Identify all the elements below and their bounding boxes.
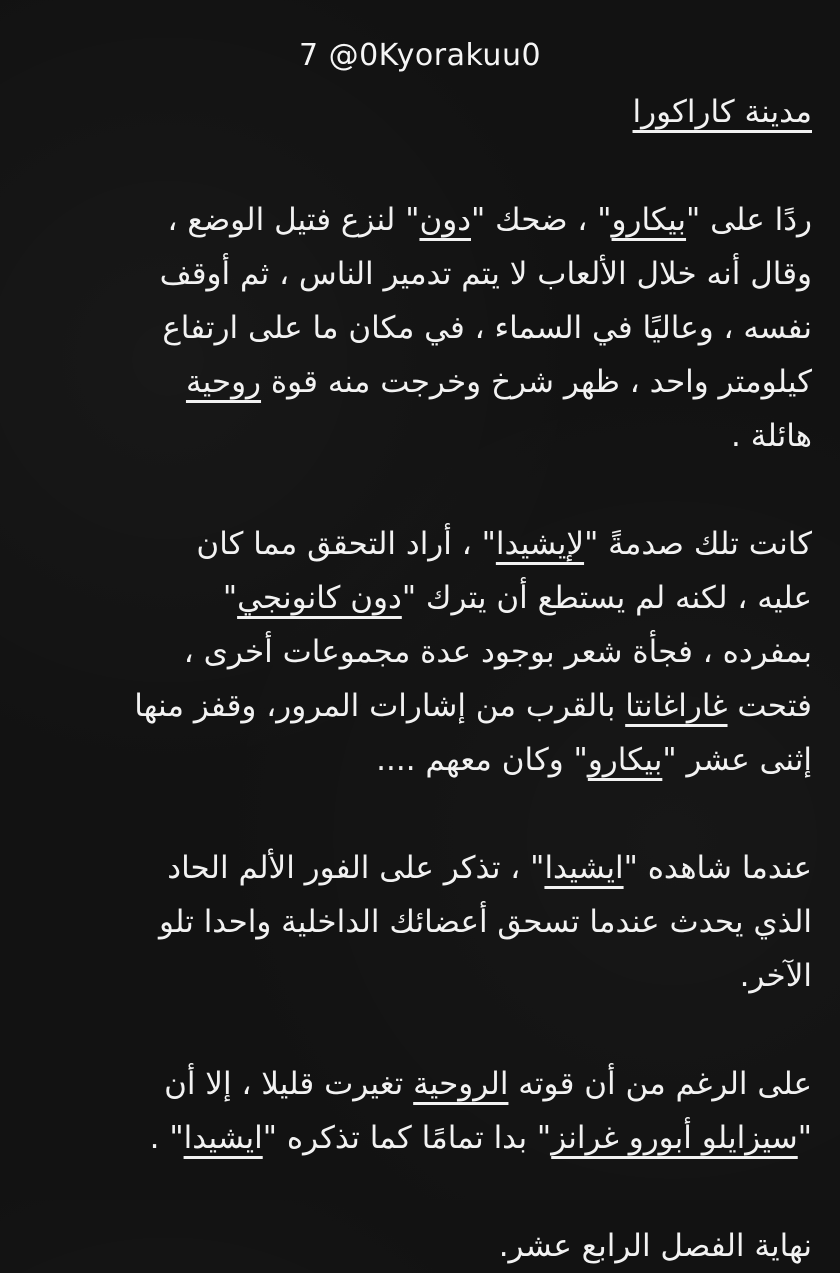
term-spiritual: روحية: [185, 364, 262, 400]
chapter-title-text: مدينة كاراكورا: [632, 94, 812, 130]
p1-line-1: [58, 193, 812, 247]
p1-line-1-text-a: ردًا على ": [686, 202, 812, 238]
name-bikaro: بيكارو: [587, 742, 663, 778]
p3-line-2: الذي يحدث عندما تسحق أعضائك الداخلية واحدا تلو: [158, 904, 812, 940]
paragraph-spacer: [58, 1165, 812, 1219]
paragraph-spacer: [58, 139, 812, 193]
p2-line-4-text-b: بالقرب من إشارات المرور، وقفز منها: [134, 688, 626, 724]
p1-line-2: وقال أنه خلال الألعاب لا يتم تدمير الناس ، ثم أوقف: [159, 256, 812, 292]
chapter-text: [58, 85, 812, 1273]
name-bikaro: بيكارو: [611, 202, 687, 238]
p4-line-1-text-a: على الرغم من أن قوته: [508, 1066, 812, 1102]
p2-line-2-text-b: ": [222, 580, 238, 616]
paragraph-spacer: [58, 1003, 812, 1057]
p2-line-1-text-a: كانت تلك صدمةً ": [584, 526, 812, 562]
p1-line-4-text: كيلومتر واحد ، ظهر شرخ وخرجت منه قوة: [261, 364, 812, 400]
paragraph-2: [58, 517, 812, 787]
p2-line-2-text-a: عليه ، لكنه لم يستطع أن يترك ": [401, 580, 812, 616]
name-ishida: لإيشيدا: [495, 526, 585, 562]
p3-line-1-text-b: " ، تذكر على الفور الألم الحاد: [167, 850, 545, 886]
p4-line-2-text-a: ": [797, 1120, 812, 1156]
p4-line-2-text-b: " بدا تمامًا كما تذكره ": [262, 1120, 552, 1156]
p4-line-2: [58, 1111, 812, 1165]
p2-line-3: بمفرده ، فجأة شعر بوجود عدة مجموعات أخرى ،: [183, 634, 812, 670]
p3-line-3: الآخر.: [739, 958, 812, 994]
paragraph-spacer: [58, 463, 812, 517]
p1-line-1-text-b: " ، ضحك ": [471, 202, 612, 238]
chapter-title: [58, 85, 812, 139]
paragraph-4: [58, 1057, 812, 1165]
p1-line-5: هائلة .: [730, 418, 812, 454]
paragraph-3: [58, 841, 812, 1003]
p2-line-1: [58, 517, 812, 571]
p2-line-5-text-b: " وكان معهم ....: [376, 742, 588, 778]
p2-line-5: [58, 733, 812, 787]
term-garganta: غاراغانتا: [625, 688, 728, 724]
p3-line-1: [58, 841, 812, 895]
paragraph-spacer: [58, 787, 812, 841]
p4-line-2-text-c: " .: [149, 1120, 184, 1156]
paragraph-1: [58, 193, 812, 463]
p2-line-4-text-a: فتحت: [727, 688, 812, 724]
name-ishida: ايشيدا: [544, 850, 624, 886]
p3-line-1-text-a: عندما شاهده ": [623, 850, 812, 886]
p1-line-3: نفسه ، وعاليًا في السماء ، في مكان ما على ارتفاع: [162, 310, 812, 346]
term-spiritual: الروحية: [413, 1066, 509, 1102]
p2-line-4: [58, 679, 812, 733]
p2-line-5-text-a: إثنى عشر ": [662, 742, 812, 778]
name-don-kanonji: دون كانونجي: [237, 580, 402, 616]
watermark-handle: 7 @0Kyorakuu0: [298, 38, 542, 73]
p1-line-4: [58, 355, 812, 409]
name-ishida: ايشيدا: [183, 1120, 263, 1156]
chapter-ending-text: نهاية الفصل الرابع عشر.: [498, 1228, 812, 1264]
chapter-ending: [58, 1219, 812, 1273]
name-don: دون: [419, 202, 471, 238]
p4-line-1: [58, 1057, 812, 1111]
p2-line-1-text-b: " ، أراد التحقق مما كان: [196, 526, 496, 562]
p2-line-2: [58, 571, 812, 625]
p1-line-1-text-c: " لنزع فتيل الوضع ،: [167, 202, 420, 238]
name-szayelaporro: سيزايلو أبورو غرانز: [551, 1120, 798, 1156]
p4-line-1-text-b: تغيرت قليلا ، إلا أن: [164, 1066, 414, 1102]
